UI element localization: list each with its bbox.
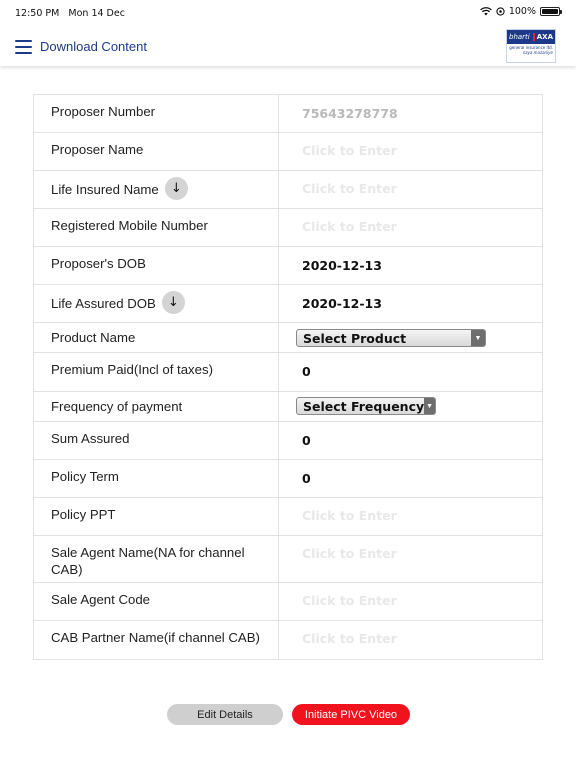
wifi-icon (480, 7, 492, 16)
row-cab-partner-name (34, 621, 542, 659)
details-form (33, 94, 543, 660)
frequency-label: Frequency of payment (34, 392, 279, 421)
policy-term-value[interactable]: 0 (302, 471, 311, 486)
logo-tagline: saya mazaniye (523, 50, 553, 56)
policy-ppt-label: Policy PPT (34, 498, 279, 535)
location-icon (496, 7, 505, 16)
row-registered-mobile (34, 209, 542, 247)
status-icons (480, 6, 560, 17)
product-select[interactable] (296, 329, 486, 347)
initiate-pivc-video-button[interactable]: Initiate PIVC Video (292, 704, 410, 725)
row-sale-agent-code (34, 583, 542, 621)
sale-agent-name-label: Sale Agent Name(NA for channel CAB) (34, 536, 279, 582)
cab-partner-name-label: CAB Partner Name(if channel CAB) (34, 621, 279, 659)
sale-agent-name-input[interactable] (302, 546, 502, 561)
product-select-value: Select Product (303, 330, 407, 346)
hamburger-menu-icon[interactable] (15, 40, 32, 54)
arrow-down-icon[interactable]: ↓ (165, 177, 188, 200)
frequency-select[interactable] (296, 397, 436, 415)
battery-percent: 100% (508, 6, 536, 17)
row-policy-ppt (34, 498, 542, 536)
life-assured-dob-value[interactable]: 2020-12-13 (302, 296, 382, 311)
life-insured-name-input[interactable] (302, 181, 502, 196)
row-proposer-number (34, 95, 542, 133)
proposer-name-input[interactable] (302, 143, 502, 158)
product-name-label: Product Name (34, 323, 279, 352)
logo-subtitle: general insurance ltd. (509, 45, 553, 50)
row-premium-paid (34, 353, 542, 392)
registered-mobile-input[interactable] (302, 219, 502, 234)
cab-partner-name-input[interactable] (302, 631, 502, 646)
proposer-dob-value[interactable]: 2020-12-13 (302, 258, 382, 273)
date-text: Mon 14 Dec (68, 8, 125, 19)
sum-assured-label: Sum Assured (34, 422, 279, 459)
proposer-name-label: Proposer Name (34, 133, 279, 170)
row-product-name (34, 323, 542, 353)
bharti-axa-logo (506, 29, 556, 63)
battery-icon (540, 7, 560, 16)
edit-details-button[interactable]: Edit Details (167, 704, 283, 725)
time-text: 12:50 PM (15, 8, 60, 19)
row-life-assured-dob (34, 285, 542, 323)
chevron-down-icon: ▼ (471, 330, 485, 346)
row-proposer-dob (34, 247, 542, 285)
proposer-number-label: Proposer Number (34, 95, 279, 132)
row-life-insured-name (34, 171, 542, 209)
row-sale-agent-name (34, 536, 542, 583)
status-time (15, 8, 125, 19)
policy-term-label: Policy Term (34, 460, 279, 497)
life-insured-name-label: Life Insured Name (51, 181, 159, 197)
logo-brand: bharti (509, 33, 530, 41)
life-assured-dob-cell (34, 285, 279, 322)
life-assured-dob-label: Life Assured DOB (51, 295, 156, 311)
proposer-number-value: 75643278778 (302, 106, 398, 121)
arrow-down-icon[interactable]: ↓ (162, 291, 185, 314)
policy-ppt-input[interactable] (302, 508, 502, 523)
row-policy-term (34, 460, 542, 498)
registered-mobile-label: Registered Mobile Number (34, 209, 279, 246)
premium-paid-label: Premium Paid(Incl of taxes) (34, 353, 279, 391)
row-frequency (34, 392, 542, 422)
proposer-dob-label: Proposer's DOB (34, 247, 279, 284)
nav-bar (0, 26, 576, 66)
row-proposer-name (34, 133, 542, 171)
chevron-down-icon: ▼ (424, 398, 435, 414)
status-bar (0, 0, 576, 26)
premium-paid-value[interactable]: 0 (302, 364, 311, 379)
logo-brand2: AXA (533, 33, 553, 41)
sum-assured-value[interactable]: 0 (302, 433, 311, 448)
row-sum-assured (34, 422, 542, 460)
life-insured-name-cell (34, 171, 279, 208)
frequency-select-value: Select Frequency (303, 398, 425, 414)
page-title: Download Content (40, 39, 147, 54)
sale-agent-code-label: Sale Agent Code (34, 583, 279, 620)
sale-agent-code-input[interactable] (302, 593, 502, 608)
